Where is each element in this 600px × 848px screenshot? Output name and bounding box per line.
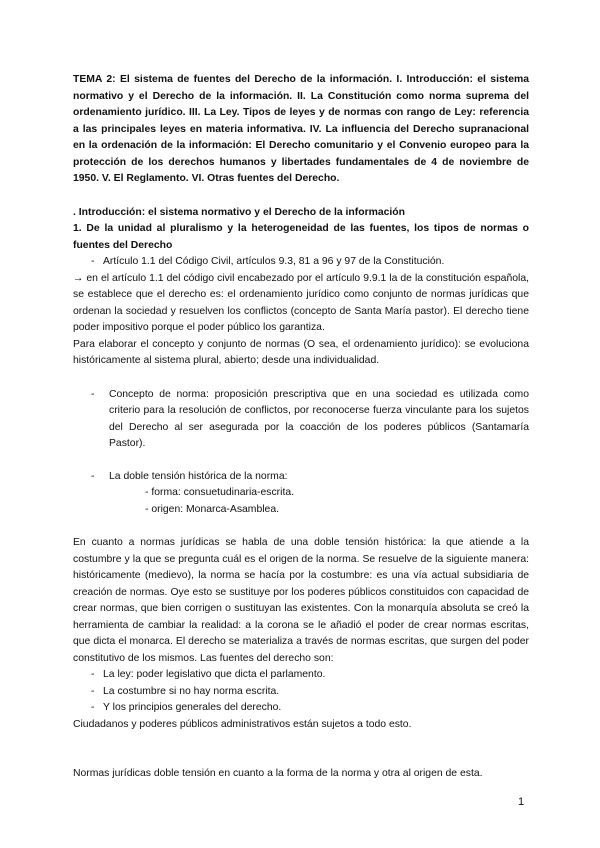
spacer <box>73 453 529 469</box>
paragraph-definition: → en el artículo 1.1 del código civil encabezado por el artículo 9.9.1 la de la constitución española, se establece que el derecho es: el ordenamiento jurídico como conjunto de normas jurídicas que ordenan la sociedad y resuelven los conflictos (concepto de Santa María pastor). El derecho tiene poder impositivo porque el poder público los garantiza. <box>73 272 529 333</box>
topic-title: TEMA 2: El sistema de fuentes del Derecho de la información. I. Introducción: el sistema normativo y el Derecho de la información. II. La Constitución como norma suprema del ordenamiento jurídico. III. La Ley. Tipos de leyes y de normas con rango de Ley: referencia a las principales leyes en materia informativa. IV. La influencia del Derecho supranacional en la ordenación de la información: El Derecho comunitario y el Convenio europeo para la protección de los derechos humanos y libertades fundamentales de 4 de noviembre de 1950. V. El Reglamento. VI. Otras fuentes del Derecho. <box>73 74 529 184</box>
section-heading: . Introducción: el sistema normativo y el Derecho de la información <box>73 206 406 218</box>
paragraph-subjects: Ciudadanos y poderes públicos administrativos están sujetos a todo esto. <box>73 718 412 730</box>
tension-sub-form: - forma: consuetudinaria-escrita. <box>145 487 294 498</box>
document-page <box>73 72 529 783</box>
paragraph-summary: Normas jurídicas doble tensión en cuanto a la forma de la norma y otra al origen de esta. <box>73 768 483 779</box>
reference-item: - Artículo 1.1 del Código Civil, artículos 9.3, 81 a 96 y 97 de la Constitución. <box>73 254 529 271</box>
tension-item: - La doble tensión histórica de la norma: <box>73 469 529 486</box>
paragraph-evolution: Para elaborar el concepto y conjunto de normas (O sea, el ordenamiento jurídico): se evoluciona históricamente al sistema plural, abierto; desde una individualidad. <box>73 338 529 366</box>
paragraph-history: En cuanto a normas jurídicas se habla de una doble tensión histórica: la que atiende a la costumbre y la que se pregunta cuál es el origen de la norma. Se resuelve de la siguiente manera: históricamente (medievo), la norma se hacía por la costumbre: es una vía actual subsidiaria de creación de normas. Oye esto se sustituye por los poderes públicos constituidos con capacidad de crear normas, que bien corrigen o sustituyan las existentes. Con la monarquía absoluta se creó la herramienta de cambiar la realidad: a la corona se le añadió el poder de crear normas escritas, que dicta el monarca. El derecho se materializa a través de normas escritas, que surgen del poder constitutivo de los mismos. Las fuentes del derecho son: <box>73 537 529 664</box>
page-number: 1 <box>518 796 525 808</box>
spacer <box>73 188 529 205</box>
source-item-custom: - La costumbre si no hay norma escrita. <box>73 684 529 701</box>
source-item-principles: - Y los principios generales del derecho. <box>73 700 529 717</box>
concept-item: - Concepto de norma: proposición prescriptiva que en una sociedad es utilizada como criterio para la resolución de conflictos, por reconocerse fuerza vinculante para los sujetos del Derecho al ser asegurada por la coacción de los poderes públicos (Santamaría Pastor). <box>73 387 529 453</box>
spacer <box>73 370 529 387</box>
spacer <box>73 518 529 535</box>
subsection-heading: 1. De la unidad al pluralismo y la heterogeneidad de las fuentes, los tipos de normas o fuentes del Derecho <box>73 223 529 251</box>
source-item-law: - La ley: poder legislativo que dicta el parlamento. <box>73 667 529 684</box>
spacer <box>73 733 529 766</box>
tension-sub-origin: - origen: Monarca-Asamblea. <box>145 503 279 515</box>
